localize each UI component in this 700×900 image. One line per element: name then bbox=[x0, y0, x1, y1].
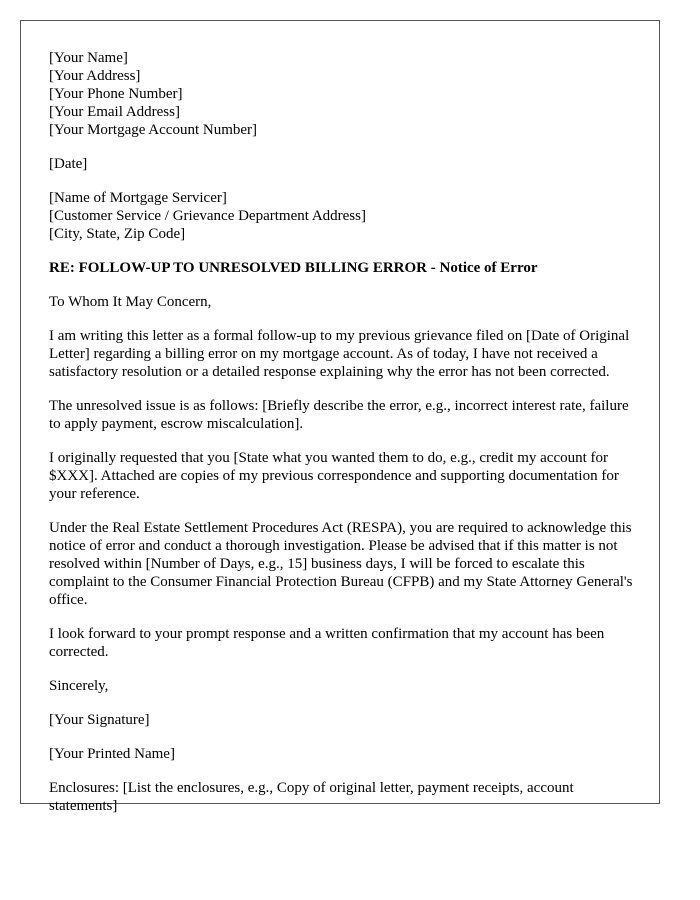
letter-page bbox=[20, 20, 660, 814]
letter-content bbox=[49, 49, 634, 831]
salutation: To Whom It May Concern, bbox=[49, 294, 212, 310]
recipient-department: [Customer Service / Grievance Department Address] bbox=[49, 208, 366, 224]
sender-block bbox=[49, 49, 634, 139]
enclosures-line: Enclosures: [List the enclosures, e.g., Copy of original letter, payment receipts, account statements] bbox=[49, 780, 574, 814]
body-paragraph: I originally requested that you [State what you wanted them to do, e.g., credit my account for $XXX]. Attached are copies of my previous correspondence and supporting documentation for your reference. bbox=[49, 450, 619, 502]
sender-account: [Your Mortgage Account Number] bbox=[49, 122, 258, 138]
printed-name: [Your Printed Name] bbox=[49, 746, 175, 762]
signature-placeholder: [Your Signature] bbox=[49, 712, 150, 728]
sender-address: [Your Address] bbox=[49, 68, 141, 84]
subject-line: RE: FOLLOW-UP TO UNRESOLVED BILLING ERROR - Notice of Error bbox=[49, 260, 538, 276]
sender-phone: [Your Phone Number] bbox=[49, 86, 183, 102]
body-paragraph: I look forward to your prompt response and a written confirmation that my account has been corrected. bbox=[49, 626, 605, 660]
recipient-block bbox=[49, 189, 634, 243]
body-paragraph: Under the Real Estate Settlement Procedures Act (RESPA), you are required to acknowledge this notice of error and conduct a thorough investigation. Please be advised that if this matter is not resolved within [Number of Days, e.g., 15] business days, I will be forced to escalate this complaint to the Consumer Financial Protection Bureau (CFPB) and my State Attorney General's office. bbox=[49, 520, 633, 608]
body-paragraph: I am writing this letter as a formal follow-up to my previous grievance filed on [Date of Original Letter] regarding a billing error on my mortgage account. As of today, I have not received a satisfactory resolution or a detailed response explaining why the error has not been corrected. bbox=[49, 328, 630, 380]
sender-name: [Your Name] bbox=[49, 50, 128, 66]
sender-email: [Your Email Address] bbox=[49, 104, 180, 120]
recipient-city: [City, State, Zip Code] bbox=[49, 226, 186, 242]
recipient-name: [Name of Mortgage Servicer] bbox=[49, 190, 227, 206]
letter-date: [Date] bbox=[49, 156, 88, 172]
closing: Sincerely, bbox=[49, 678, 109, 694]
body-paragraph: The unresolved issue is as follows: [Briefly describe the error, e.g., incorrect interest rate, failure to apply payment, escrow miscalculation]. bbox=[49, 398, 629, 432]
